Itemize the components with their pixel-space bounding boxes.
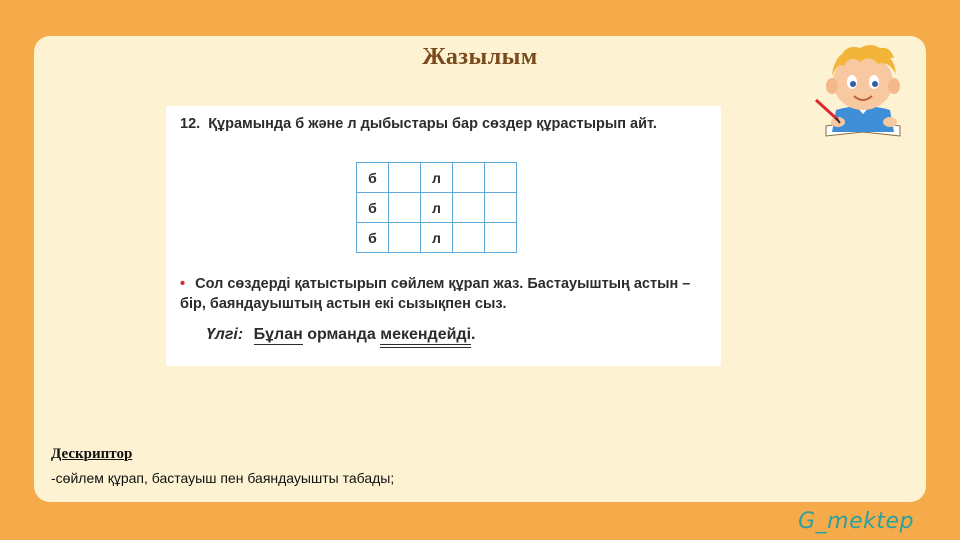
task-text: Құрамында б және л дыбыстары бар сөздер құрастырып айт. xyxy=(208,116,657,132)
example-predicate: мекендейді xyxy=(380,326,471,348)
exercise-card xyxy=(166,106,721,366)
grid-cell xyxy=(389,163,421,193)
descriptor-heading: Дескриптор xyxy=(51,446,133,462)
bullet-instruction xyxy=(180,274,710,314)
word-grid xyxy=(356,162,517,253)
example-subject: Бұлан xyxy=(253,326,303,343)
example-label: Үлгі: xyxy=(206,326,244,343)
grid-cell xyxy=(453,163,485,193)
grid-cell: б xyxy=(357,193,389,223)
grid-cell xyxy=(485,223,517,253)
task-number: 12. xyxy=(180,116,201,132)
grid-row xyxy=(357,193,517,223)
bullet-text: Сол сөздерді қатыстырып сөйлем құрап жаз. Бастауыштың астын – бір, баяндауыштың астын екі сызықпен сыз. xyxy=(180,276,691,312)
grid-cell xyxy=(453,193,485,223)
example-sentence xyxy=(206,326,475,344)
grid-row xyxy=(357,223,517,253)
grid-cell: б xyxy=(357,163,389,193)
grid-cell: л xyxy=(421,223,453,253)
grid-cell: б xyxy=(357,223,389,253)
slide-title: Жазылым xyxy=(422,44,538,70)
example-end: . xyxy=(471,326,476,343)
grid-cell xyxy=(485,163,517,193)
grid-cell xyxy=(389,223,421,253)
grid-cell xyxy=(389,193,421,223)
descriptor-text: -сөйлем құрап, бастауыш пен баяндауышты табады; xyxy=(51,470,395,486)
grid-cell xyxy=(453,223,485,253)
grid-cell xyxy=(485,193,517,223)
example-middle: орманда xyxy=(307,326,376,343)
grid-cell: л xyxy=(421,193,453,223)
grid-row xyxy=(357,163,517,193)
task-instruction xyxy=(180,114,710,134)
grid-cell: л xyxy=(421,163,453,193)
bullet-dot-icon: • xyxy=(180,276,186,292)
descriptor-block xyxy=(51,446,394,486)
boy-writing-illustration xyxy=(808,40,918,144)
brand-logo: G_mektep xyxy=(798,509,914,534)
